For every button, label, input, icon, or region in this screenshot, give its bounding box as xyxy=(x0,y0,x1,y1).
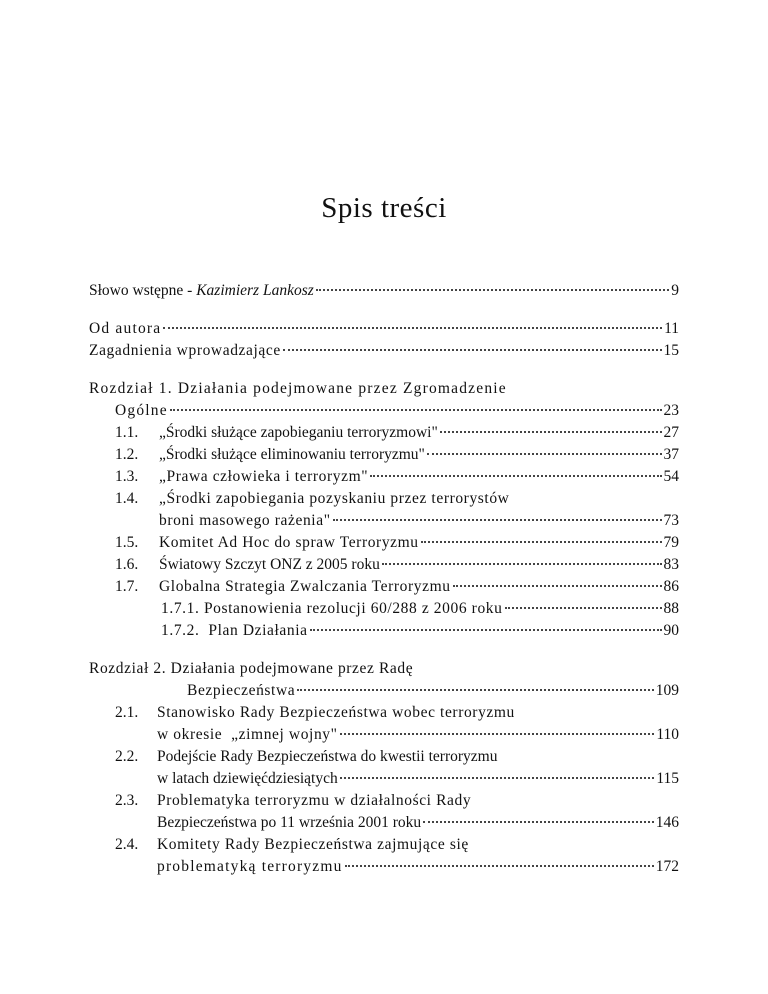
toc-entry-2-1-continued[interactable] xyxy=(157,724,679,746)
toc-entry-1-7-1[interactable] xyxy=(161,598,679,620)
toc-entry-text: Od autora xyxy=(89,320,162,337)
toc-entry-2-3[interactable] xyxy=(115,790,679,812)
dot-leader xyxy=(310,628,662,631)
toc-entry-text: Światowy Szczyt ONZ z 2005 roku xyxy=(159,556,380,573)
dot-leader xyxy=(340,732,655,735)
toc-page-number: 15 xyxy=(663,342,679,359)
toc-entry-text: Globalna Strategia Zwalczania Terroryzmu xyxy=(159,578,451,595)
toc-entry-od-autora[interactable] xyxy=(89,318,679,340)
toc-entry-text: Słowo wstępne - xyxy=(89,282,197,299)
toc-entry-2-2-continued[interactable] xyxy=(157,768,679,790)
toc-entry-1-4[interactable] xyxy=(115,488,679,510)
toc-page-number: 27 xyxy=(663,424,679,441)
dot-leader xyxy=(333,518,662,521)
chapter-2-heading-continued[interactable] xyxy=(187,680,679,702)
dot-leader xyxy=(297,688,654,691)
toc-entry-text: Podejście Rady Bezpieczeństwa do kwestii terroryzmu xyxy=(157,748,498,765)
chapter-2-heading[interactable] xyxy=(89,658,679,680)
dot-leader xyxy=(340,776,655,779)
toc-page-number: 73 xyxy=(663,512,679,529)
toc-entry-2-3-continued[interactable] xyxy=(157,812,679,834)
toc-entry-1-7[interactable] xyxy=(115,576,679,598)
page-title: Spis treści xyxy=(321,192,447,224)
section-number: 1.6. xyxy=(115,556,139,573)
toc-entry-text: Problematyka terroryzmu w działalności Rady xyxy=(157,792,472,809)
toc-entry-author: Kazimierz Lankosz xyxy=(196,282,314,299)
dot-leader xyxy=(453,584,662,587)
toc-entry-text: w latach dziewięćdziesiątych xyxy=(157,770,338,787)
section-number: 2.2. xyxy=(115,748,139,765)
chapter-1-heading-continued[interactable] xyxy=(115,400,679,422)
dot-leader xyxy=(440,430,662,433)
dot-leader xyxy=(421,540,662,543)
toc-entry-text: Zagadnienia wprowadzające xyxy=(89,342,281,359)
toc-entry-text: Bezpieczeństwa po 11 września 2001 roku xyxy=(157,814,422,831)
dot-leader xyxy=(283,348,662,351)
chapter-heading-text: Rozdział 1. Działania podejmowane przez Zgromadzenie xyxy=(89,380,507,397)
toc-entry-2-4[interactable] xyxy=(115,834,679,856)
toc-entry-2-2[interactable] xyxy=(115,746,679,768)
toc-page-number: 110 xyxy=(656,726,679,743)
toc-entry-text: broni masowego rażenia" xyxy=(159,512,331,529)
dot-leader xyxy=(423,820,654,823)
dot-leader xyxy=(370,474,661,477)
section-number: 2.3. xyxy=(115,792,139,809)
toc-page-number: 86 xyxy=(663,578,679,595)
toc-page-number: 172 xyxy=(655,858,679,875)
toc-page-number: 90 xyxy=(663,622,679,639)
dot-leader xyxy=(382,562,662,565)
toc-entry-1-1[interactable] xyxy=(115,422,679,444)
section-number: 1.1. xyxy=(115,424,139,441)
dot-leader xyxy=(345,864,654,867)
toc-entry-text: Stanowisko Rady Bezpieczeństwa wobec terroryzmu xyxy=(157,704,515,721)
section-number: 1.3. xyxy=(115,468,139,485)
toc-entry-text: Ogólne xyxy=(115,402,168,419)
section-number: 1.7. xyxy=(115,578,139,595)
dot-leader xyxy=(170,408,662,411)
toc-entry-2-4-continued[interactable] xyxy=(157,856,679,878)
chapter-1-heading[interactable] xyxy=(89,378,679,400)
toc-entry-1-6[interactable] xyxy=(115,554,679,576)
toc-entry-text: Komitet Ad Hoc do spraw Terroryzmu xyxy=(159,534,419,551)
toc-entry-text: problematyką terroryzmu xyxy=(157,858,343,875)
dot-leader xyxy=(163,326,662,329)
toc-entry-text: 1.7.1. Postanowienia rezolucji 60/288 z 2006 roku xyxy=(161,600,503,617)
toc-entry-1-5[interactable] xyxy=(115,532,679,554)
toc-entry-text: w okresie „zimnej wojny" xyxy=(157,726,338,743)
section-number: 1.2. xyxy=(115,446,139,463)
toc-page-number: 146 xyxy=(655,814,679,831)
dot-leader xyxy=(427,452,662,455)
toc-page-number: 23 xyxy=(663,402,679,419)
toc-page-number: 88 xyxy=(663,600,679,617)
section-number: 2.1. xyxy=(115,704,139,721)
toc-entry-zagadnienia[interactable] xyxy=(89,340,679,362)
toc-page-number: 37 xyxy=(663,446,679,463)
toc-entry-text: Bezpieczeństwa xyxy=(187,682,296,699)
toc-entry-1-7-2[interactable] xyxy=(161,620,679,642)
toc-entry-text: 1.7.2. Plan Działania xyxy=(161,622,308,639)
toc-entry-text: „Środki służące zapobieganiu terroryzmowi" xyxy=(159,424,438,441)
chapter-heading-text: Rozdział 2. Działania podejmowane przez Radę xyxy=(89,660,414,677)
toc-entry-1-3[interactable] xyxy=(115,466,679,488)
toc-entry-text: „Prawa człowieka i terroryzm" xyxy=(159,468,369,485)
toc-page-number: 83 xyxy=(663,556,679,573)
section-number: 1.4. xyxy=(115,490,139,507)
toc-page-number: 54 xyxy=(663,468,679,485)
toc-entry-text: „Środki służące eliminowaniu terroryzmu" xyxy=(159,446,425,463)
toc-entry-2-1[interactable] xyxy=(115,702,679,724)
toc-page-number: 109 xyxy=(655,682,679,699)
toc-entry-1-4-continued[interactable] xyxy=(159,510,679,532)
toc-page-number: 79 xyxy=(663,534,679,551)
toc-page-number: 115 xyxy=(656,770,679,787)
toc-entry-text: „Środki zapobiegania pozyskaniu przez terrorystów xyxy=(159,490,510,507)
toc-entry-1-2[interactable] xyxy=(115,444,679,466)
toc-page-number: 11 xyxy=(664,320,679,337)
dot-leader xyxy=(505,606,662,609)
toc-entry-slowo-wstepne[interactable] xyxy=(89,280,679,302)
toc-entry-text: Komitety Rady Bezpieczeństwa zajmujące się xyxy=(157,836,469,853)
dot-leader xyxy=(316,288,669,291)
toc-page-number: 9 xyxy=(671,282,679,299)
section-number: 1.5. xyxy=(115,534,139,551)
section-number: 2.4. xyxy=(115,836,139,853)
